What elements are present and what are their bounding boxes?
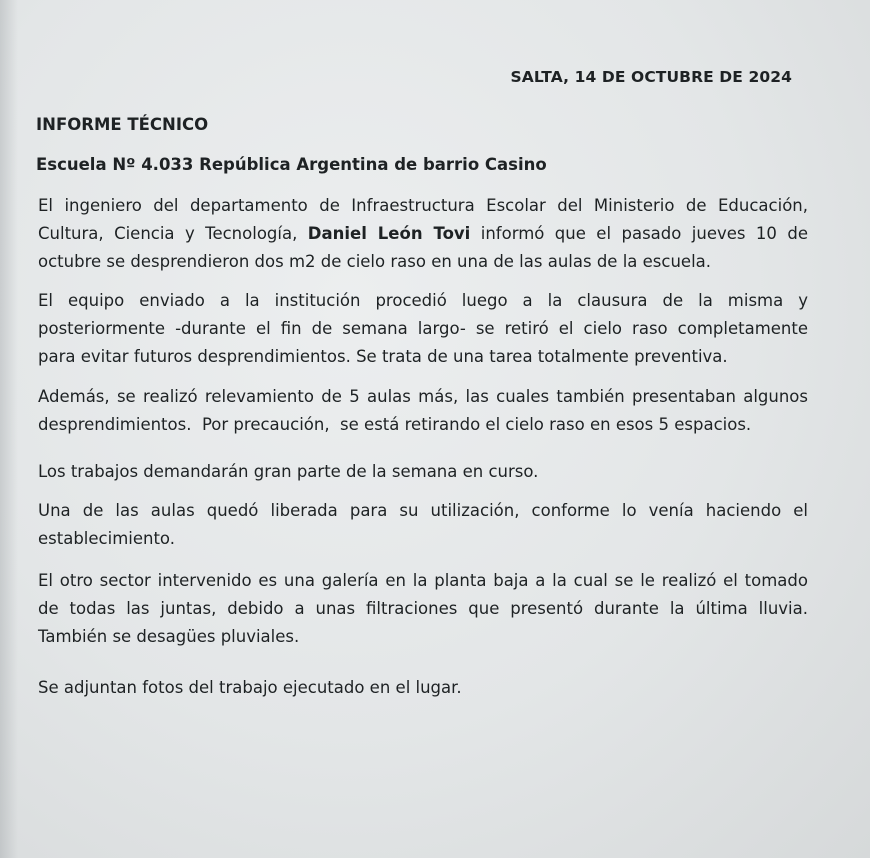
paragraph-3-line-1: Además, se realizó relevamiento de 5 aulas más, las cuales también presentaban algunos	[38, 387, 808, 406]
paragraph-6-line-2: de todas las juntas, debido a unas filtraciones que presentó durante la última lluvia.	[38, 599, 808, 618]
document-title: INFORME TÉCNICO	[36, 115, 209, 134]
paragraph-7-line-1: Se adjuntan fotos del trabajo ejecutado en el lugar.	[38, 678, 462, 697]
engineer-name: Daniel León Tovi	[307, 224, 471, 243]
paragraph-2-line-1: El equipo enviado a la institución procedió luego a la clausura de la misma y	[38, 291, 808, 310]
page-shadow	[0, 0, 18, 858]
paragraph-7	[38, 674, 808, 702]
paragraph-4	[38, 458, 808, 486]
paragraph-5-line-2: establecimiento.	[38, 529, 175, 548]
paragraph-1	[38, 192, 808, 276]
paragraph-2	[38, 287, 808, 371]
paragraph-6	[38, 567, 808, 651]
paragraph-1-line-2-end: informó que el pasado jueves 10 de	[480, 224, 808, 243]
paragraph-1-line-1: El ingeniero del departamento de Infraestructura Escolar del Ministerio de Educación,	[38, 196, 808, 215]
paragraph-5-line-1: Una de las aulas quedó liberada para su utilización, conforme lo venía haciendo el	[38, 501, 808, 520]
paragraph-2-line-3: para evitar futuros desprendimientos. Se trata de una tarea totalmente preventiva.	[38, 347, 728, 366]
paragraph-1-line-3: octubre se desprendieron dos m2 de cielo raso en una de las aulas de la escuela.	[38, 252, 712, 271]
paragraph-3-line-2: desprendimientos. Por precaución, se está retirando el cielo raso en esos 5 espacios.	[38, 415, 752, 434]
paragraph-1-line-2-start: Cultura, Ciencia y Tecnología,	[38, 224, 298, 243]
paragraph-5	[38, 497, 808, 553]
document-subtitle: Escuela Nº 4.033 República Argentina de barrio Casino	[36, 155, 547, 174]
paragraph-1-line-2	[38, 220, 808, 248]
paragraph-2-line-2: posteriormente -durante el fin de semana largo- se retiró el cielo raso completamente	[38, 319, 808, 338]
paragraph-3	[38, 383, 808, 439]
paragraph-6-line-1: El otro sector intervenido es una galería en la planta baja a la cual se le realizó el tomado	[38, 571, 808, 590]
paragraph-4-line-1: Los trabajos demandarán gran parte de la semana en curso.	[38, 462, 539, 481]
document-date: SALTA, 14 DE OCTUBRE DE 2024	[510, 68, 792, 86]
paragraph-6-line-3: También se desagües pluviales.	[38, 627, 300, 646]
